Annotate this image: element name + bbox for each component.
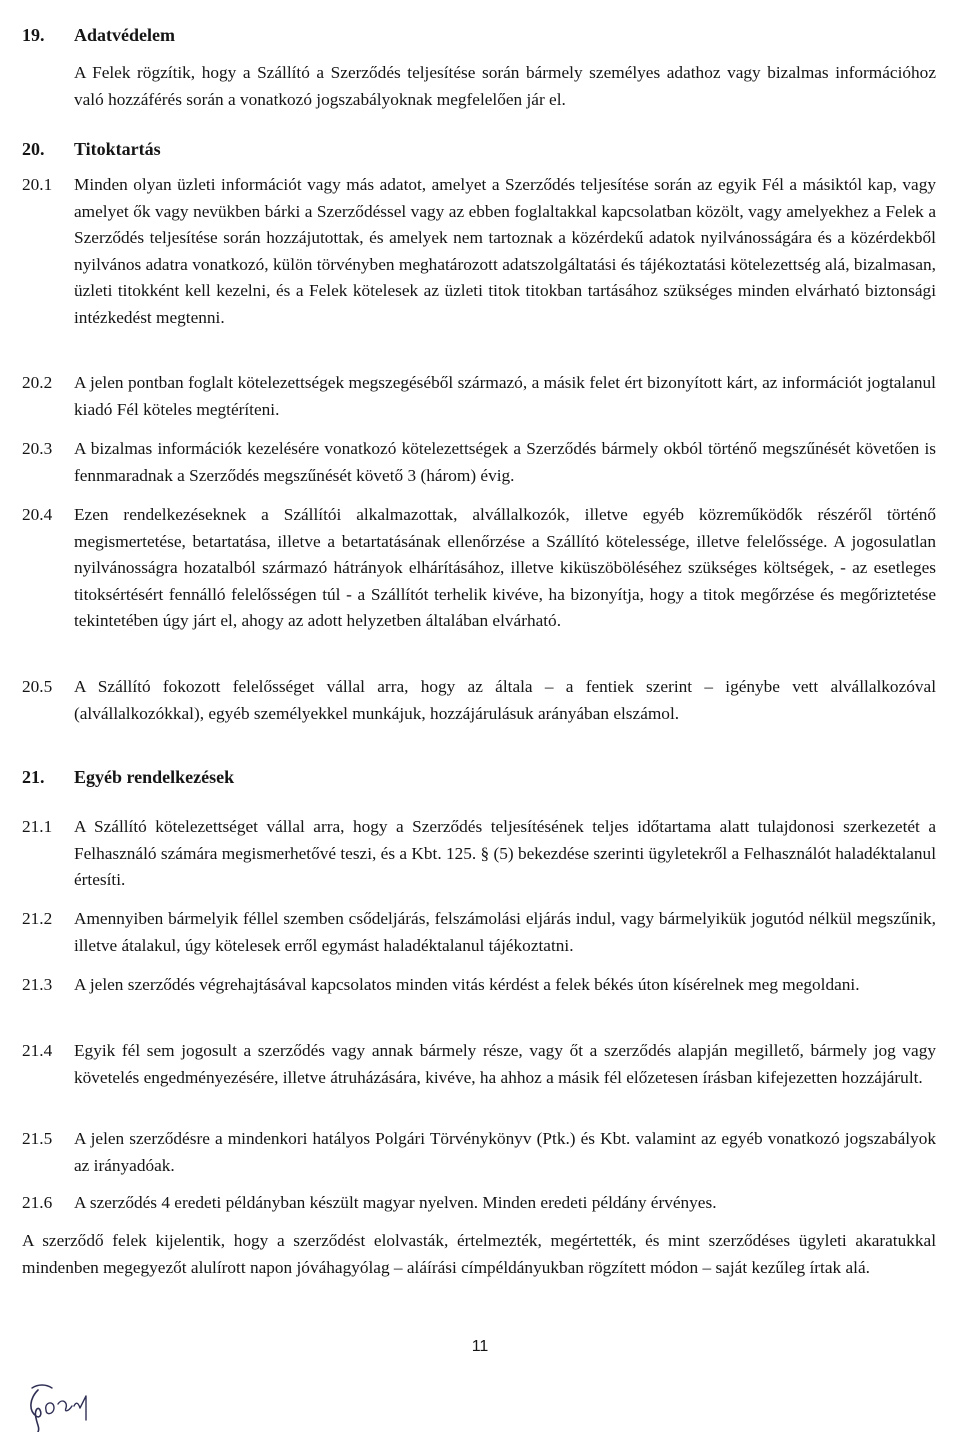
clause-number: 20.2	[22, 373, 53, 392]
section-title: Egyéb rendelkezések	[74, 767, 235, 787]
section-19-text: A Felek rögzítik, hogy a Szállító a Szerződés teljesítése során bármely személyes adathoz vagy bizalmas információhoz való hozzáférés során a vonatkozó jogszabályoknak megfelelően jár el.	[74, 63, 936, 109]
section-20-heading	[22, 136, 161, 163]
clause-number: 21.6	[22, 1193, 53, 1212]
section-19-heading	[22, 22, 175, 49]
clause-21-3	[22, 972, 936, 999]
section-number: 19.	[22, 25, 45, 45]
clause-20-1	[22, 172, 936, 331]
clause-20-4	[22, 502, 936, 635]
clause-21-2	[22, 906, 936, 959]
clause-21-1	[22, 814, 936, 894]
clause-number: 21.2	[22, 909, 53, 928]
section-title: Titoktartás	[74, 139, 161, 159]
closing-statement: A szerződő felek kijelentik, hogy a szerződést elolvasták, értelmezték, megértették, és mint szerződéses ügyleti akaratukkal mindenben megegyezőt alulírott napon jóváhagyólag – aláírási címpéldányukban rögzített módon – saját kezűleg írtak alá.	[22, 1231, 936, 1277]
page-number: 11	[471, 1338, 489, 1355]
clause-21-4	[22, 1038, 936, 1091]
clause-text: A jelen pontban foglalt kötelezettségek megszegéséből származó, a másik felet ért bizonyított kárt, az információt jogtalanul kiadó Fél köteles megtéríteni.	[74, 373, 936, 419]
clause-number: 20.4	[22, 505, 53, 524]
clause-number: 20.5	[22, 677, 53, 696]
section-number: 20.	[22, 139, 45, 159]
clause-number: 21.4	[22, 1041, 53, 1060]
clause-text: Egyik fél sem jogosult a szerződés vagy annak bármely része, vagy őt a szerződés alapján megillető, bármely jog vagy követelés engedményezésére, illetve átruházására, kivéve, ha ahhoz a másik fél előzetesen írásban kifejezetten hozzájárult.	[74, 1041, 936, 1087]
clause-text: A szerződés 4 eredeti példányban készült magyar nyelven. Minden eredeti példány érvényes.	[74, 1193, 717, 1212]
clause-text: A Szállító kötelezettséget vállal arra, hogy a Szerződés teljesítésének teljes időtartama alatt tulajdonosi szerkezetét a Felhasználó számára megismerhetővé teszi, és a Kbt. 125. § (5) bekezdése szerinti ügyletekről a Felhasználót haladéktalanul értesíti.	[74, 817, 936, 889]
clause-number: 20.3	[22, 439, 53, 458]
clause-text: A jelen szerződésre a mindenkori hatályos Polgári Törvénykönyv (Ptk.) és Kbt. valamint az egyéb vonatkozó jogszabályok az irányadóak.	[74, 1129, 936, 1175]
clause-number: 21.1	[22, 817, 53, 836]
clause-text: A jelen szerződés végrehajtásával kapcsolatos minden vitás kérdést a felek békés úton kísérelnek meg megoldani.	[74, 975, 860, 994]
clause-21-5	[22, 1126, 936, 1179]
clause-number: 21.3	[22, 975, 53, 994]
section-title: Adatvédelem	[74, 25, 175, 45]
clause-text: A Szállító fokozott felelősséget vállal arra, hogy az általa – a fentiek szerint – igénybe vett alvállalkozóval (alvállalkozókkal), egyéb személyekkel munkájuk, hozzájárulásuk arányában elszámol.	[74, 677, 936, 723]
clause-20-3	[22, 436, 936, 489]
clause-20-5	[22, 674, 936, 727]
clause-number: 20.1	[22, 175, 53, 194]
clause-text: A bizalmas információk kezelésére vonatkozó kötelezettségek a Szerződés bármely okból történő megszűnését követően is fennmaradnak a Szerződés megszűnését követő 3 (három) évig.	[74, 439, 936, 485]
clause-21-6	[22, 1190, 936, 1217]
clause-text: Minden olyan üzleti információt vagy más adatot, amelyet a Szerződés teljesítése során az egyik Fél a másiktól kap, vagy amelyet ők vagy nevükben bárki a Szerződéssel vagy az ebben foglaltakkal kapcsolatban közölt, vagy amelyekhez a Felek a Szerződés teljesítése során hozzájutottak, és amelyek nem tartoznak a közérdekű adatok nyilvánosságára és a közérdekből nyilvános adatra vonatkozó, külön törvényben meghatározott adatszolgáltatási és tájékoztatási kötelezettség alá, bizalmasan, üzleti titokként kell kezelni, és a Felek kötelesek az üzleti titok titokban tartásához szükséges minden elvárható biztonsági intézkedést megtenni.	[74, 175, 936, 327]
clause-20-2	[22, 370, 936, 423]
section-number: 21.	[22, 767, 45, 787]
clause-text: Amennyiben bármelyik féllel szemben csődeljárás, felszámolási eljárás indul, vagy bármelyikük jogutód nélkül megszűnik, illetve átalakul, úgy kötelesek erről egymást haladéktalanul tájékoztatni.	[74, 909, 936, 955]
signature-initials	[24, 1380, 104, 1432]
clause-text: Ezen rendelkezéseknek a Szállítói alkalmazottak, alvállalkozók, illetve egyéb közreműködők részéről történő megismertetése, betartatása, illetve a betartatásának ellenőrzése a Szállító kötelessége, illetve felelőssége. A jogosulatlan nyilvánosságra hozatalból származó hátrányok elhárításához, illetve kiküszöböléséhez szükséges költségek, - az esetleges titoksértésért fennálló felelősségen túl - a Szállítót terhelik kivéve, ha bizonyítja, hogy a titok megőrzése és megőriztetése tekintetében úgy járt el, ahogy az adott helyzetben általában elvárható.	[74, 505, 936, 630]
section-21-heading	[22, 764, 234, 791]
clause-number: 21.5	[22, 1129, 53, 1148]
